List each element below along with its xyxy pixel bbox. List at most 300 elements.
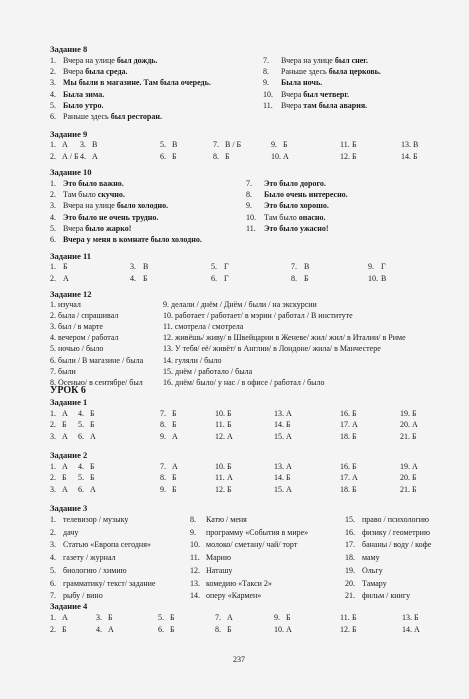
answer-letter: Б [352,462,357,471]
answer-letter: Б [90,420,95,430]
item-number: 3. [50,484,56,494]
answer-letter: Б [172,420,177,430]
item-number: 3. [50,78,56,88]
item-number: 14. [401,151,411,161]
item-number: 10. [271,151,281,161]
answer-letter: Б [227,409,232,418]
answer-letter: А [286,484,292,494]
item-number: 7. [263,56,269,65]
item-number: 12. [190,565,200,575]
answer-letter: А [227,473,233,483]
answer-line [50,112,162,122]
item-number: 9. [263,78,269,88]
answer-bold: был снег. [334,56,369,65]
answer-letter: Б [352,431,357,441]
answer-line [50,201,168,211]
answer-letter: А [62,613,68,622]
item-number: 11. [215,473,225,483]
item-number: 3. [50,431,56,441]
answer-text: программу «События в мире» [206,527,309,537]
answer-letter: Б [352,140,357,149]
item-number: 14. [402,624,412,634]
item-number: 5. [211,262,217,271]
answer-letter: Б [172,409,177,418]
answer-letter: Б [170,624,175,634]
item-number: 13. [402,613,412,622]
item-number: 9. [160,431,166,441]
answer-line [50,56,158,66]
answer-letter: А [227,431,233,441]
answer-letter: А [108,624,114,634]
answer-letter: А [90,431,96,441]
item-number: 1. [50,409,56,418]
answer-letter: Б [108,613,113,622]
answer-text: маму [362,553,380,563]
item-number: 6. [50,578,56,588]
item-number: 13. [274,409,284,418]
item-number: 4. [130,273,136,283]
answer-line: 10. работает / работает/ в мэрии / работал / В институте [163,311,353,321]
answer-letter: А [286,431,292,441]
answer-letter: А [62,431,68,441]
item-number: 12. [340,151,350,161]
answer-line [50,224,131,234]
item-number: 7. [291,262,297,271]
item-number: 8. [213,151,219,161]
answer-text: молоко/ сметану/ чай/ торт [206,540,298,550]
item-number: 15. [345,515,355,524]
answer-letter: Б [412,484,417,494]
answer-letter: Б [414,613,419,622]
item-number: 14. [190,591,200,601]
answer-letter: А [286,462,292,471]
answer-text: телевизор / музыку [63,515,129,524]
item-number: 14. [274,420,284,430]
answer-letter: Г [224,262,229,271]
answer-line [263,67,381,77]
answer-bold: Это было не очень трудно. [63,212,159,222]
item-number: 2. [50,273,56,283]
answer-bold: Мы были в магазине. Там была очередь. [63,78,211,88]
answer-letter: Б [286,420,291,430]
answer-line: 8. Осенью/ в сентябре/ был [50,377,143,387]
item-number: 4. [78,409,84,418]
item-number: 14. [274,473,284,483]
item-number: 4. [78,462,84,471]
answer-line: 13. У тебя/ её/ живёт/ в Англии/ в Лондоне/ жила/ в Манчестере [163,344,381,354]
answer-text: оперу «Кармен» [206,591,262,601]
answer-text: Там было [264,212,299,222]
item-number: 9. [271,140,277,149]
answer-line: 1. изучал [50,300,81,309]
answer-letter: Б [352,484,357,494]
answer-letter: В [172,140,178,149]
item-number: 6. [158,624,164,634]
answer-line: 2. была / спрашивал [50,311,119,321]
item-number: 7. [246,179,252,188]
answer-text: бананы / воду / кофе [362,540,432,550]
item-number: 11. [246,223,256,233]
answer-letter: А [283,151,289,161]
item-number: 17. [340,473,350,483]
answer-letter: Б [143,273,148,283]
item-number: 2. [50,624,56,634]
answer-text: фильм / книгу [362,591,411,601]
item-number: 20. [400,420,410,430]
item-number: 17. [340,420,350,430]
answer-letter: А [412,462,418,471]
answer-line [50,101,104,111]
answer-letter: А [92,151,98,161]
answer-text: дачу [63,527,79,537]
answer-text: грамматику/ текст/ задание [63,578,156,588]
answer-line [263,90,349,100]
item-number: 1. [50,56,56,65]
item-number: 3. [50,540,56,550]
answer-letter: А [172,462,178,471]
answer-bold: Это было хорошо. [264,201,329,211]
item-number: 9. [274,613,280,622]
answer-text: Катю / меня [206,515,247,524]
item-number: 4. [50,553,56,563]
item-number: 8. [190,515,196,524]
exercise-title: Задание 12 [50,289,92,299]
answer-bold: была церковь. [328,67,381,77]
item-number: 8. [215,624,221,634]
item-number: 5. [50,100,56,110]
item-number: 10. [215,462,225,471]
answer-bold: там была авария. [303,100,368,110]
exercise-title: Задание 3 [50,503,88,513]
answer-letter: Б [172,473,177,483]
answer-text: Вчера [281,89,304,99]
item-number: 6. [78,431,84,441]
answer-letter: Б [227,462,232,471]
answer-text: Вчера [63,223,86,233]
item-number: 11. [340,613,350,622]
item-number: 2. [50,151,56,161]
answer-line: 14. гуляли / было [163,355,222,365]
answer-line: 5. ночью / было [50,344,104,354]
exercise-title: Задание 10 [50,167,92,177]
answer-letter: А [352,473,358,483]
item-number: 4. [96,624,102,634]
answer-bold: был четверг. [303,89,350,99]
item-number: 8. [246,190,252,200]
answer-text: Вчера [63,67,86,77]
answer-letter: В / Б [225,140,242,149]
item-number: 4. [50,212,56,222]
item-number: 17. [345,540,355,550]
item-number: 3. [50,201,56,211]
item-number: 6. [50,112,56,121]
answer-text: Там было [63,190,98,200]
answer-letter: Б [352,613,357,622]
item-number: 5. [78,473,84,483]
item-number: 1. [50,140,56,149]
answer-line: 4. вечером / работал [50,333,119,343]
answer-text: Статью «Европа сегодня» [63,540,151,550]
item-number: 8. [263,67,269,77]
answer-letter: В [304,262,310,271]
answer-line [50,90,104,100]
answer-letter: Б [283,140,288,149]
answer-line: 7. были [50,366,76,376]
item-number: 13. [190,578,200,588]
answer-bold: было жарко! [85,223,132,233]
item-number: 6. [211,273,217,283]
answer-letter: А [62,409,68,418]
answer-line [246,201,329,211]
answer-bold: Это было дорого. [264,179,326,188]
answer-letter: А [172,431,178,441]
item-number: 15. [274,484,284,494]
item-number: 3. [130,262,136,271]
item-number: 2. [50,190,56,200]
answer-letter: Б [90,462,95,471]
answer-letter: Б [227,484,232,494]
item-number: 5. [50,223,56,233]
item-number: 11. [263,100,273,110]
item-number: 21. [345,591,355,601]
item-number: 21. [400,431,410,441]
answer-bold: Вчера у меня в комнате было холодно. [63,235,202,244]
answer-text: Наташу [206,565,233,575]
answer-letter: Б [225,151,230,161]
answer-bold: Была зима. [63,89,105,99]
answer-line: 11. смотрела / смотрела [163,322,244,332]
answer-bold: Это было важно. [63,179,124,188]
item-number: 9. [190,527,196,537]
answer-letter: Б [172,484,177,494]
item-number: 2. [50,527,56,537]
answer-line [50,213,158,223]
answer-bold: Было очень интересно. [264,190,348,200]
item-number: 8. [291,273,297,283]
item-number: 18. [340,431,350,441]
answer-letter: Б [286,613,291,622]
item-number: 21. [400,484,410,494]
answer-letter: Б [286,473,291,483]
item-number: 2. [50,473,56,483]
item-number: 19. [345,565,355,575]
item-number: 6. [160,151,166,161]
item-number: 12. [215,484,225,494]
answer-letter: Б [412,409,417,418]
item-number: 5. [160,140,166,149]
item-number: 1. [50,262,56,271]
item-number: 20. [345,578,355,588]
answer-line [246,190,348,200]
answer-letter: Б [412,473,417,483]
answer-letter: Б [62,473,67,483]
answer-line [263,78,322,88]
answer-letter: В [143,262,149,271]
answer-letter: В [92,140,98,149]
answer-bold: скучно. [97,190,125,200]
answer-text: биологию / химию [63,565,127,575]
answer-bold: Была ночь. [281,78,323,88]
item-number: 16. [340,409,350,418]
item-number: 7. [50,591,56,601]
answer-line: 3. был / в марте [50,322,103,332]
answer-bold: было холодно. [116,201,169,211]
item-number: 1. [50,462,56,471]
item-number: 7. [160,409,166,418]
item-number: 11. [215,420,225,430]
item-number: 5. [78,420,84,430]
answer-letter: А [352,420,358,430]
answer-bold: Это было ужасно! [264,223,329,233]
answer-text: Вчера [281,100,304,110]
answer-text: рыбу / вино [63,591,103,601]
item-number: 10. [368,273,378,283]
answer-text: Вчера на улице [63,56,117,65]
item-number: 4. [80,151,86,161]
answer-bold: был дождь. [116,56,158,65]
answer-letter: Б [352,151,357,161]
answer-letter: А [63,273,69,283]
item-number: 9. [368,262,374,271]
unit-title: УРОК 6 [50,385,86,396]
answer-line: 15. днём / работало / была [163,366,253,376]
answer-line: 6. были / В магазине / была [50,355,144,365]
answer-text: Тамару [362,578,387,588]
item-number: 9. [160,484,166,494]
item-number: 1. [50,613,56,622]
exercise-title: Задание 2 [50,450,88,460]
answer-letter: В [381,273,387,283]
item-number: 7. [213,140,219,149]
item-number: 18. [345,553,355,563]
answer-letter: Б [172,151,177,161]
answer-line [246,179,326,189]
answer-letter: Б [413,151,418,161]
answer-letter: Б [170,613,175,622]
answer-line: 12. живёшь/ живу/ в Швейцарии в Женеве/ жил/ жил/ в Италии/ в Риме [163,333,406,343]
answer-letter: Б [227,624,232,634]
answer-line [246,224,329,234]
answer-letter: Б [227,420,232,430]
item-number: 11. [190,553,200,563]
item-number: 10. [190,540,200,550]
answer-line [263,56,368,66]
answer-letter: А [227,613,233,622]
exercise-title: Задание 8 [50,44,88,54]
answer-bold: Было утро. [63,100,104,110]
item-number: 1. [50,179,56,188]
answer-text: газету / журнал [63,553,116,563]
answer-letter: Б [90,473,95,483]
answer-line [246,213,326,223]
item-number: 2. [50,420,56,430]
answer-letter: Б [90,409,95,418]
answer-text: комедию «Такси 2» [206,578,272,588]
item-number: 12. [340,624,350,634]
answer-letter: А / Б [62,151,79,161]
answer-line: 9. делали / днём / Днём / были / на экскурсии [163,300,317,309]
answer-letter: Б [352,624,357,634]
item-number: 1. [50,515,56,524]
answer-line [50,235,202,245]
item-number: 16. [345,527,355,537]
answer-letter: В [413,140,419,149]
answer-line: 16. днём/ было/ у нас / в офисе / работал / было [163,377,325,387]
item-number: 8. [160,420,166,430]
answer-letter: Б [62,420,67,430]
item-number: 7. [215,613,221,622]
item-number: 5. [158,613,164,622]
answer-text: Марию [206,553,231,563]
answer-letter: А [62,484,68,494]
answer-letter: Г [224,273,229,283]
answer-letter: Г [381,262,386,271]
answer-text: Раньше здесь [63,112,111,121]
exercise-title: Задание 11 [50,251,92,261]
item-number: 15. [274,431,284,441]
item-number: 19. [400,462,410,471]
answer-line [50,179,124,189]
answer-letter: А [286,624,292,634]
answer-letter: Б [62,624,67,634]
exercise-title: Задание 1 [50,397,88,407]
item-number: 8. [160,473,166,483]
answer-line [50,67,128,77]
exercise-title: Задание 4 [50,601,88,611]
item-number: 3. [80,140,86,149]
page-number: 237 [233,655,245,664]
answer-letter: А [90,484,96,494]
item-number: 4. [50,89,56,99]
item-number: 6. [78,484,84,494]
answer-letter: Б [352,409,357,418]
item-number: 13. [274,462,284,471]
item-number: 10. [263,89,273,99]
answer-text: Вчера на улице [63,201,117,211]
item-number: 6. [50,235,56,244]
answer-text: Вчера на улице [281,56,335,65]
answer-letter: А [414,624,420,634]
item-number: 13. [401,140,411,149]
item-number: 7. [160,462,166,471]
answer-bold: была среда. [85,67,128,77]
answer-letter: Б [304,273,309,283]
answer-letter: Б [63,262,68,271]
item-number: 10. [274,624,284,634]
item-number: 3. [96,613,102,622]
answer-line [50,190,125,200]
answer-letter: Б [412,431,417,441]
exercise-title: Задание 9 [50,129,88,139]
answer-letter: А [62,140,68,149]
item-number: 18. [340,484,350,494]
item-number: 11. [340,140,350,149]
answer-text: Ольгу [362,565,383,575]
item-number: 2. [50,67,56,77]
answer-letter: А [286,409,292,418]
answer-text: физику / геометрию [362,527,430,537]
answer-text: право / психологию [362,515,430,524]
item-number: 9. [246,201,252,211]
item-number: 12. [215,431,225,441]
item-number: 10. [215,409,225,418]
item-number: 19. [400,409,410,418]
item-number: 5. [50,565,56,575]
item-number: 20. [400,473,410,483]
answer-line [263,101,367,111]
answer-letter: А [62,462,68,471]
answer-text: Раньше здесь [281,67,329,77]
